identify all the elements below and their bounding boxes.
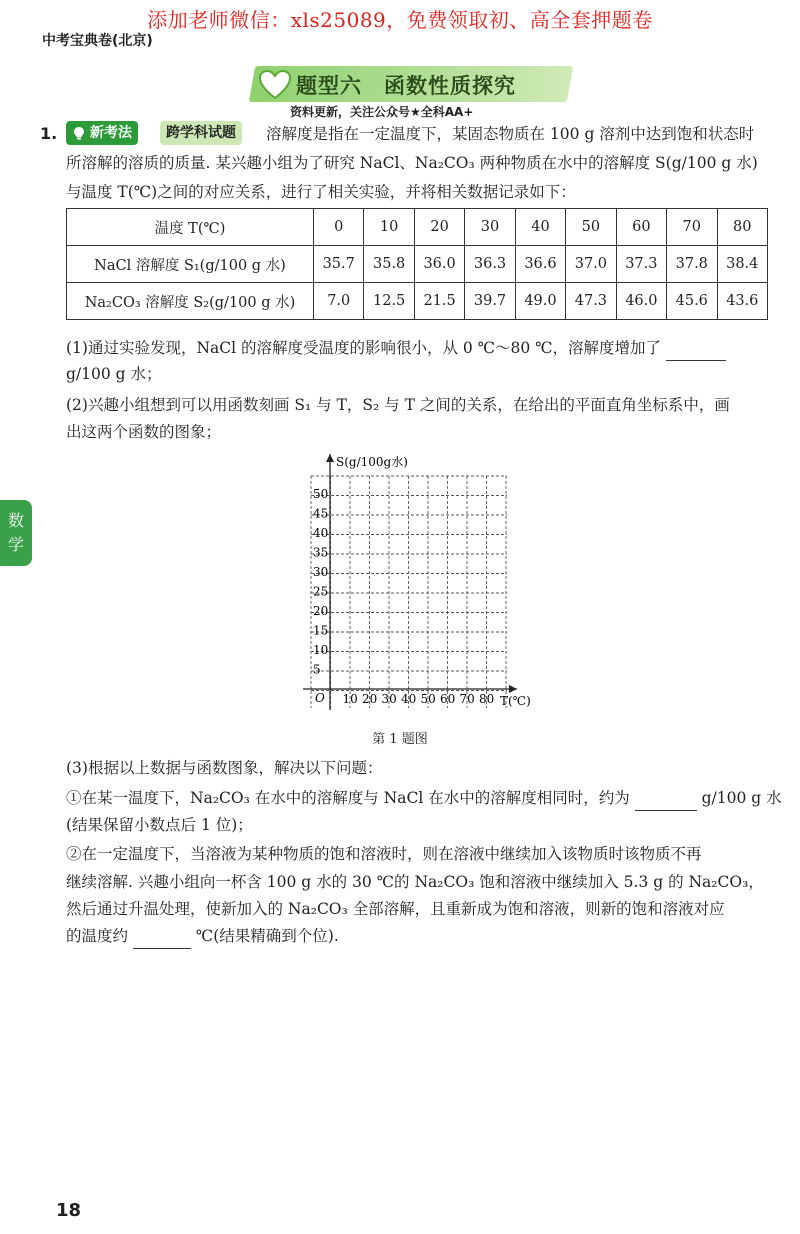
table-cell: 7.0: [314, 283, 364, 320]
table-row-label: NaCl 溶解度 S₁(g/100 g 水): [67, 246, 314, 283]
table-cell: 10: [364, 209, 414, 246]
table-cell: 40: [515, 209, 565, 246]
table-cell: 36.0: [414, 246, 464, 283]
table-cell: 43.6: [717, 283, 768, 320]
x-tick-label: 40: [401, 692, 417, 706]
table-cell: 0: [314, 209, 364, 246]
lightbulb-icon: [72, 126, 86, 140]
part1-line-2: g/100 g 水；: [66, 365, 162, 383]
heart-icon: [258, 70, 292, 100]
table-cell: 38.4: [717, 246, 768, 283]
table-row-na2co3: [67, 283, 768, 320]
y-tick-label: 5: [313, 662, 321, 677]
y-tick-label: 30: [313, 565, 329, 579]
part3-intro: (3)根据以上数据与函数图象，解决以下问题：: [66, 759, 383, 777]
x-tick-label: 50: [420, 692, 436, 706]
x-axis-label: T(℃): [500, 694, 531, 708]
table-cell: 45.6: [667, 283, 717, 320]
part2-line-1: (2)兴趣小组想到可以用函数刻画 S₁ 与 T，S₂ 与 T 之间的关系，在给出的平面直角坐标系中，画: [66, 396, 730, 414]
y-axis-label: S(g/100g水): [336, 455, 408, 469]
y-tick-labels: [313, 487, 328, 677]
table-row-nacl: [67, 246, 768, 283]
origin-label: O: [315, 691, 325, 705]
part3-q2-line-2: 继续溶解. 兴趣小组向一杯含 100 g 水的 30 ℃的 Na₂CO₃ 饱和溶液中继续加入 5.3 g 的 Na₂CO₃，: [66, 873, 764, 891]
answer-blank-2[interactable]: [635, 810, 697, 811]
y-tick-label: 50: [313, 487, 329, 501]
cross-subject-badge: 跨学科试题: [160, 121, 242, 145]
section-note: 资料更新，关注公众号★全科AA+: [290, 105, 474, 119]
subject-tab-math: [0, 500, 32, 566]
x-tick-label: 80: [479, 692, 495, 706]
part3-q1-unit: g/100 g 水: [701, 789, 782, 807]
table-row-label: Na₂CO₃ 溶解度 S₂(g/100 g 水): [67, 283, 314, 320]
new-method-badge: [66, 121, 138, 145]
y-tick-label: 15: [313, 623, 329, 638]
y-tick-label: 45: [313, 506, 329, 521]
section-title: 题型六 函数性质探究: [296, 74, 516, 98]
part2-line-2: 出这两个函数的图象；: [66, 423, 222, 441]
intro-line-2: 所溶解的溶质的质量. 某兴趣小组为了研究 NaCl、Na₂CO₃ 两种物质在水中的溶解度 S(g/100 g 水): [66, 154, 758, 172]
table-cell: 37.3: [616, 246, 666, 283]
answer-blank-1[interactable]: [666, 360, 726, 361]
part3-q2-tail: ℃(结果精确到个位).: [195, 927, 339, 945]
table-cell: 50: [566, 209, 616, 246]
table-cell: 36.6: [515, 246, 565, 283]
x-tick-label: 30: [381, 692, 397, 706]
table-cell: 47.3: [566, 283, 616, 320]
intro-line-1: 溶解度是指在一定温度下，某固态物质在 100 g 溶剂中达到饱和状态时: [266, 125, 755, 143]
solubility-table: [66, 208, 768, 320]
question-number: 1.: [40, 124, 58, 143]
part3-q2-text: 的温度约: [66, 927, 129, 945]
x-tick-labels: [343, 692, 495, 706]
table-cell: 37.8: [667, 246, 717, 283]
table-cell: 35.8: [364, 246, 414, 283]
table-cell: 20: [414, 209, 464, 246]
new-method-label: 新考法: [90, 125, 132, 141]
table-cell: 70: [667, 209, 717, 246]
table-cell: 80: [717, 209, 768, 246]
table-cell: 21.5: [414, 283, 464, 320]
part3-q2-line-4: [66, 924, 339, 949]
answer-blank-3[interactable]: [133, 948, 191, 949]
x-tick-label: 60: [440, 692, 456, 706]
part3-q2-line-1: ②在一定温度下，当溶液为某种物质的饱和溶液时，则在溶液中继续加入该物质时该物质不再: [66, 845, 702, 863]
part3-q1-text: ①在某一温度下，Na₂CO₃ 在水中的溶解度与 NaCl 在水中的溶解度相同时，约为: [66, 789, 630, 807]
y-tick-label: 25: [313, 584, 329, 599]
table-cell: 46.0: [616, 283, 666, 320]
table-header-label: 温度 T(℃): [67, 209, 314, 246]
table-row-temperature: [67, 209, 768, 246]
part3-q1-line-1: [66, 786, 782, 811]
x-axis-arrow-icon: [509, 685, 517, 693]
part1-line-1: [66, 336, 726, 361]
intro-line-3: 与温度 T(℃)之间的对应关系，进行了相关实验，并将相关数据记录如下：: [66, 183, 576, 201]
table-cell: 39.7: [465, 283, 515, 320]
grid-lines: [311, 476, 507, 708]
figure-caption: 第 1 题图: [372, 732, 428, 747]
part1-text: (1)通过实验发现，NaCl 的溶解度受温度的影响很小，从 0 ℃～80 ℃，溶解度增加了: [66, 339, 662, 357]
table-cell: 36.3: [465, 246, 515, 283]
y-axis-arrow-icon: [326, 454, 334, 462]
subject-tab-char: 数: [7, 511, 24, 530]
y-tick-label: 20: [313, 604, 329, 618]
table-cell: 12.5: [364, 283, 414, 320]
table-cell: 35.7: [314, 246, 364, 283]
watermark-text: 添加老师微信：xls25089，免费领取初、高全套押题卷: [147, 8, 653, 32]
axes: [303, 454, 517, 710]
table-cell: 30: [465, 209, 515, 246]
table-cell: 49.0: [515, 283, 565, 320]
running-head: 中考宝典卷(北京): [42, 33, 153, 49]
y-tick-label: 10: [313, 643, 329, 657]
part3-q1-line-2: (结果保留小数点后 1 位)；: [66, 816, 253, 834]
x-tick-label: 10: [342, 692, 358, 706]
table-cell: 60: [616, 209, 666, 246]
y-tick-label: 40: [313, 526, 329, 540]
x-tick-label: 20: [362, 692, 378, 706]
y-tick-label: 35: [313, 545, 329, 560]
subject-tab-char: 学: [7, 535, 24, 554]
page-number: 18: [56, 1200, 82, 1221]
part3-q2-line-3: 然后通过升温处理，使新加入的 Na₂CO₃ 全部溶解，且重新成为饱和溶液，则新的饱和溶液对应: [66, 900, 725, 918]
coordinate-grid[interactable]: [295, 448, 535, 724]
x-tick-label: 70: [459, 692, 475, 706]
table-cell: 37.0: [566, 246, 616, 283]
